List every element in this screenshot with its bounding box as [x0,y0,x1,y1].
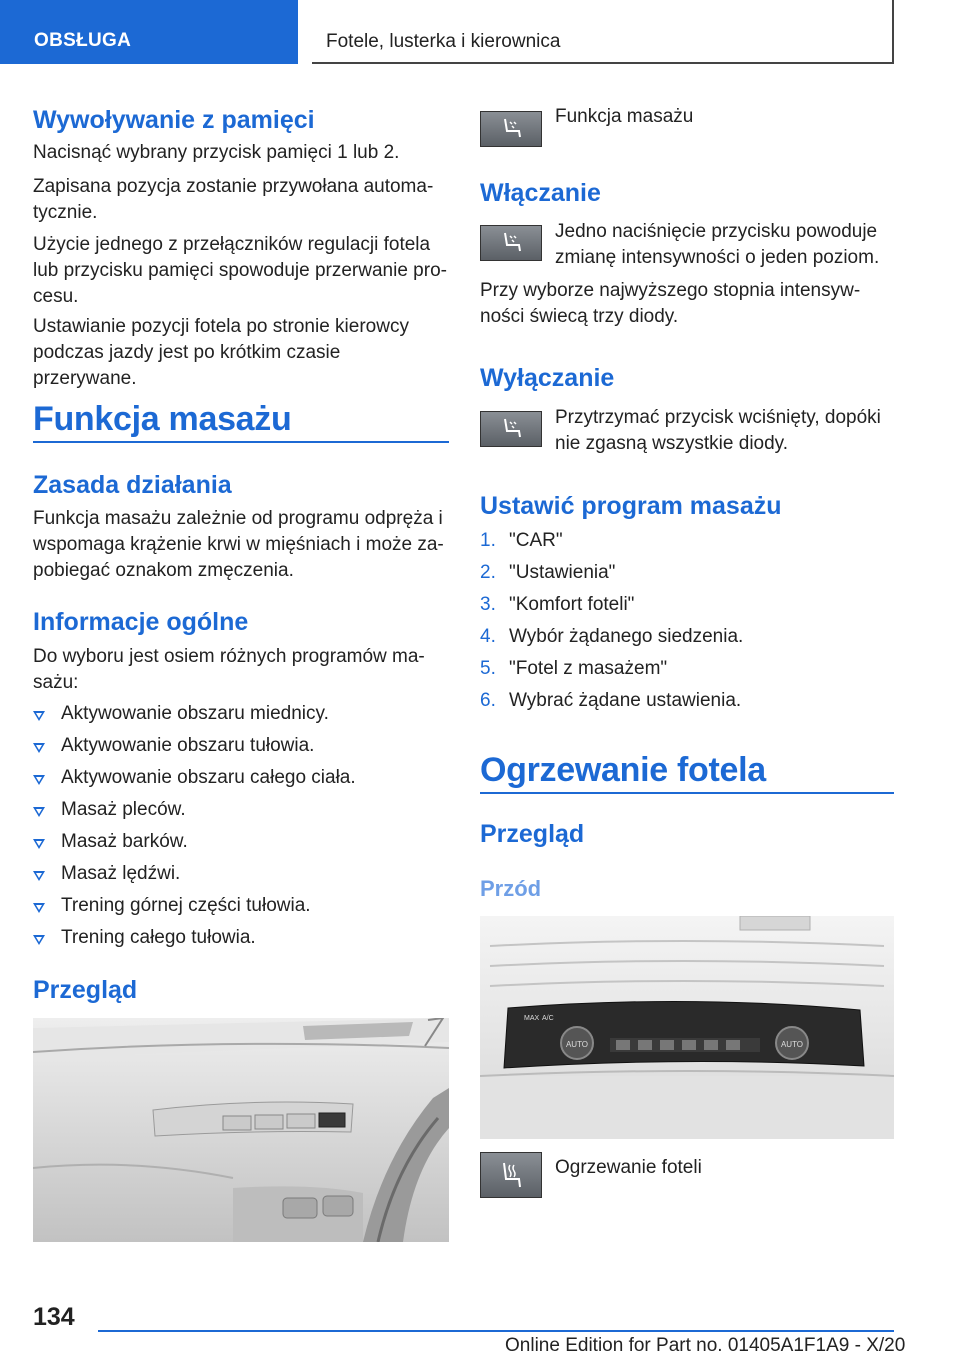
bullet-triangle-icon [33,711,45,721]
bullet-triangle-icon [33,871,45,881]
switch-off-b: nie zgasną wszystkie diody. [555,433,789,454]
step-text: Wybór żądanego siedzenia. [509,626,744,647]
massage-button-icon [480,111,542,147]
auto-label-right: AUTO [780,1040,804,1049]
step-text: Wybrać żądane ustawienia. [509,690,742,711]
footer-rule [98,1330,894,1332]
heading-rule [33,441,449,443]
list-item: Trening całego tułowia. [61,927,256,948]
heading-seat-heating: Ogrzewanie fotela [480,751,766,789]
switch-on-b: zmianę intensywności o jeden poziom. [555,247,880,268]
heading-front: Przód [480,876,542,901]
principle-b: wspomaga krążenie krwi w mięśniach i może za‐ [33,534,444,555]
step-number: 6. [480,690,496,711]
seat-heating-icon [501,1161,523,1189]
bullet-triangle-icon [33,935,45,945]
ac-label: A/C [542,1015,554,1022]
list-item: Masaż pleców. [61,799,186,820]
switch-off-a: Przytrzymać przycisk wciśnięty, dopóki [555,407,881,428]
edition-note: Online Edition for Part no. 01405A1F1A9 - X/20 [505,1335,906,1356]
switch-on-d: ności świecą trzy diody. [480,306,679,327]
door-panel-photo [33,1018,449,1242]
switch-on-a: Jedno naciśnięcie przycisku powoduje [555,221,878,242]
header-section-tab [0,0,298,64]
auto-label-left: AUTO [565,1040,589,1049]
step-number: 4. [480,626,496,647]
step-text: "Komfort foteli" [509,594,635,615]
header-chapter-box [312,0,894,64]
bullet-triangle-icon [33,903,45,913]
icon-label-massage: Funkcja masażu [555,106,694,127]
heading-massage-function: Funkcja masażu [33,400,292,438]
heading-switch-on: Włączanie [480,179,601,207]
memory-p3c: cesu. [33,286,79,307]
seat-heating-button-icon [480,1152,542,1198]
memory-p2b: tycznie. [33,202,98,223]
memory-p4b: podczas jazdy jest po krótkim czasie przerywane. [33,342,341,389]
step-number: 3. [480,594,496,615]
memory-p3b: lub przycisku pamięci spowoduje przerwanie pro‐ [33,260,447,281]
heading-memory-recall: Wywoływanie z pamięci [33,106,315,134]
list-item: Aktywowanie obszaru całego ciała. [61,767,356,788]
step-text: "Fotel z masażem" [509,658,668,679]
heading-rule [480,792,894,794]
bullet-triangle-icon [33,775,45,785]
list-item: Aktywowanie obszaru tułowia. [61,735,315,756]
general-a: Do wyboru jest osiem różnych programów ma‐ [33,646,425,667]
step-number: 5. [480,658,496,679]
list-item: Aktywowanie obszaru miednicy. [61,703,329,724]
list-item: Masaż barków. [61,831,188,852]
seat-massage-icon [501,231,523,255]
heading-overview-right: Przegląd [480,820,585,848]
bullet-triangle-icon [33,839,45,849]
heading-switch-off: Wyłączanie [480,364,615,392]
page-number: 134 [33,1303,75,1331]
massage-button-icon [480,225,542,261]
header-chapter-label: Fotele, lusterka i kierownica [326,31,561,52]
heading-general-info: Informacje ogólne [33,608,249,636]
general-b: sażu: [33,672,79,693]
step-number: 2. [480,562,496,583]
icon-label-seat-heating: Ogrzewanie foteli [555,1157,702,1178]
memory-p2a: Zapisana pozycja zostanie przywołana automa‐ [33,176,434,197]
header-section-label: OBSŁUGA [34,30,132,51]
list-item: Trening górnej części tułowia. [61,895,311,916]
memory-p1: Nacisnąć wybrany przycisk pamięci 1 lub 2. [33,142,400,163]
step-text: "Ustawienia" [509,562,616,583]
bullet-triangle-icon [33,807,45,817]
list-item: Masaż lędźwi. [61,863,181,884]
massage-button-icon [480,411,542,447]
step-number: 1. [480,530,496,551]
step-text: "CAR" [509,530,563,551]
heading-set-program: Ustawić program masażu [480,492,782,520]
memory-p3a: Użycie jednego z przełączników regulacji fotela [33,234,431,255]
heading-principle: Zasada działania [33,471,232,499]
memory-p4a: Ustawianie pozycji fotela po stronie kierowcy [33,316,409,337]
principle-c: pobiegać oznakom zmęczenia. [33,560,294,581]
climate-panel-photo [480,916,894,1139]
seat-massage-icon [501,117,523,141]
seat-massage-icon [501,417,523,441]
bullet-triangle-icon [33,743,45,753]
heading-overview-left: Przegląd [33,976,138,1004]
principle-a: Funkcja masażu zależnie od programu odpręża i [33,508,443,529]
switch-on-c: Przy wyborze najwyższego stopnia intensyw‐ [480,280,861,301]
max-label: MAX [524,1015,540,1022]
